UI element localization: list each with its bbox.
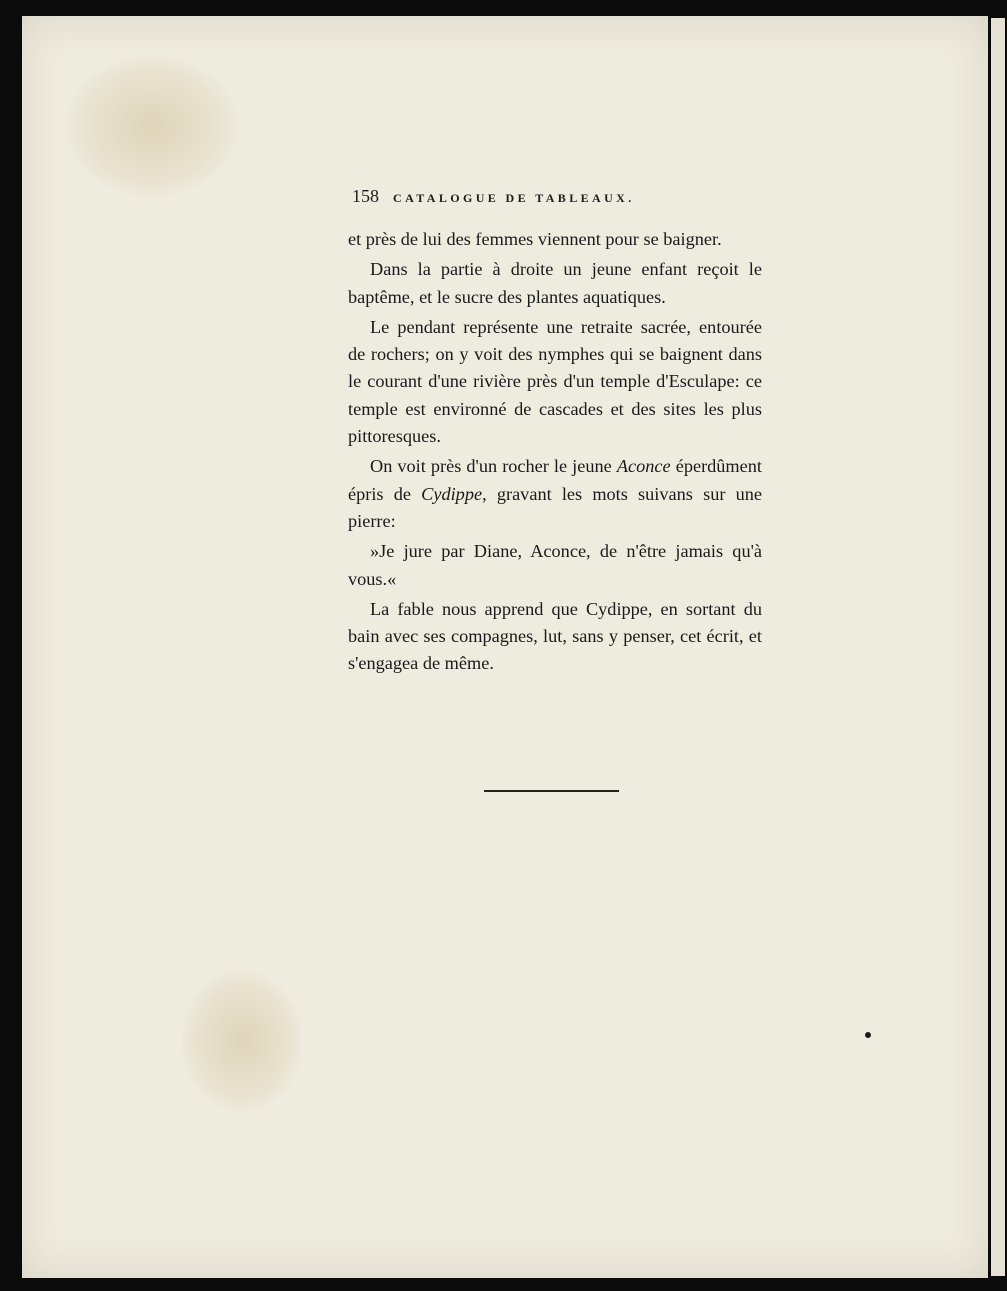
paragraph — [348, 256, 762, 311]
body-text — [348, 226, 762, 678]
paragraph — [348, 226, 762, 253]
text-run: Dans la partie à droite un jeune enfant reçoit le baptême, et le sucre des plantes aquatiques. — [348, 259, 762, 307]
text-run: On voit près d'un rocher le jeune — [370, 456, 617, 477]
text-run-italic: Aconce — [616, 456, 671, 477]
paper-stain — [182, 971, 302, 1111]
running-header — [352, 186, 762, 208]
paragraph — [348, 453, 762, 535]
end-rule — [484, 790, 619, 792]
page-number: 158 — [352, 186, 379, 206]
paragraph — [348, 596, 762, 678]
text-run: , gravant les mots suivans sur une pierre: — [348, 483, 762, 531]
text-run: La fable nous apprend que Cydippe, en sortant du bain avec ses compagnes, lut, sans y penser, cet écrit, et s'engagea de même. — [348, 598, 762, 674]
running-title: CATALOGUE DE TABLEAUX. — [393, 191, 635, 205]
text-run: éperdûment épris de — [348, 456, 762, 504]
text-run: et près de lui des femmes viennent pour se baigner. — [348, 229, 722, 249]
paragraph — [348, 314, 762, 450]
ink-speck — [865, 1032, 871, 1038]
paragraph — [348, 538, 762, 593]
next-page-edge — [991, 18, 1005, 1276]
text-run-italic: Cydippe — [421, 483, 483, 504]
text-run: Le pendant représente une retraite sacrée, entourée de rochers; on y voit des nymphes qui se baignent dans le courant d'une rivière près d'un temple d'Esculape: ce temple est environné de cascades et des sites les plus pittoresques. — [348, 316, 762, 447]
text-run: »Je jure par Diane, Aconce, de n'être jamais qu'à vous.« — [348, 541, 762, 589]
paper-stain — [67, 56, 237, 196]
